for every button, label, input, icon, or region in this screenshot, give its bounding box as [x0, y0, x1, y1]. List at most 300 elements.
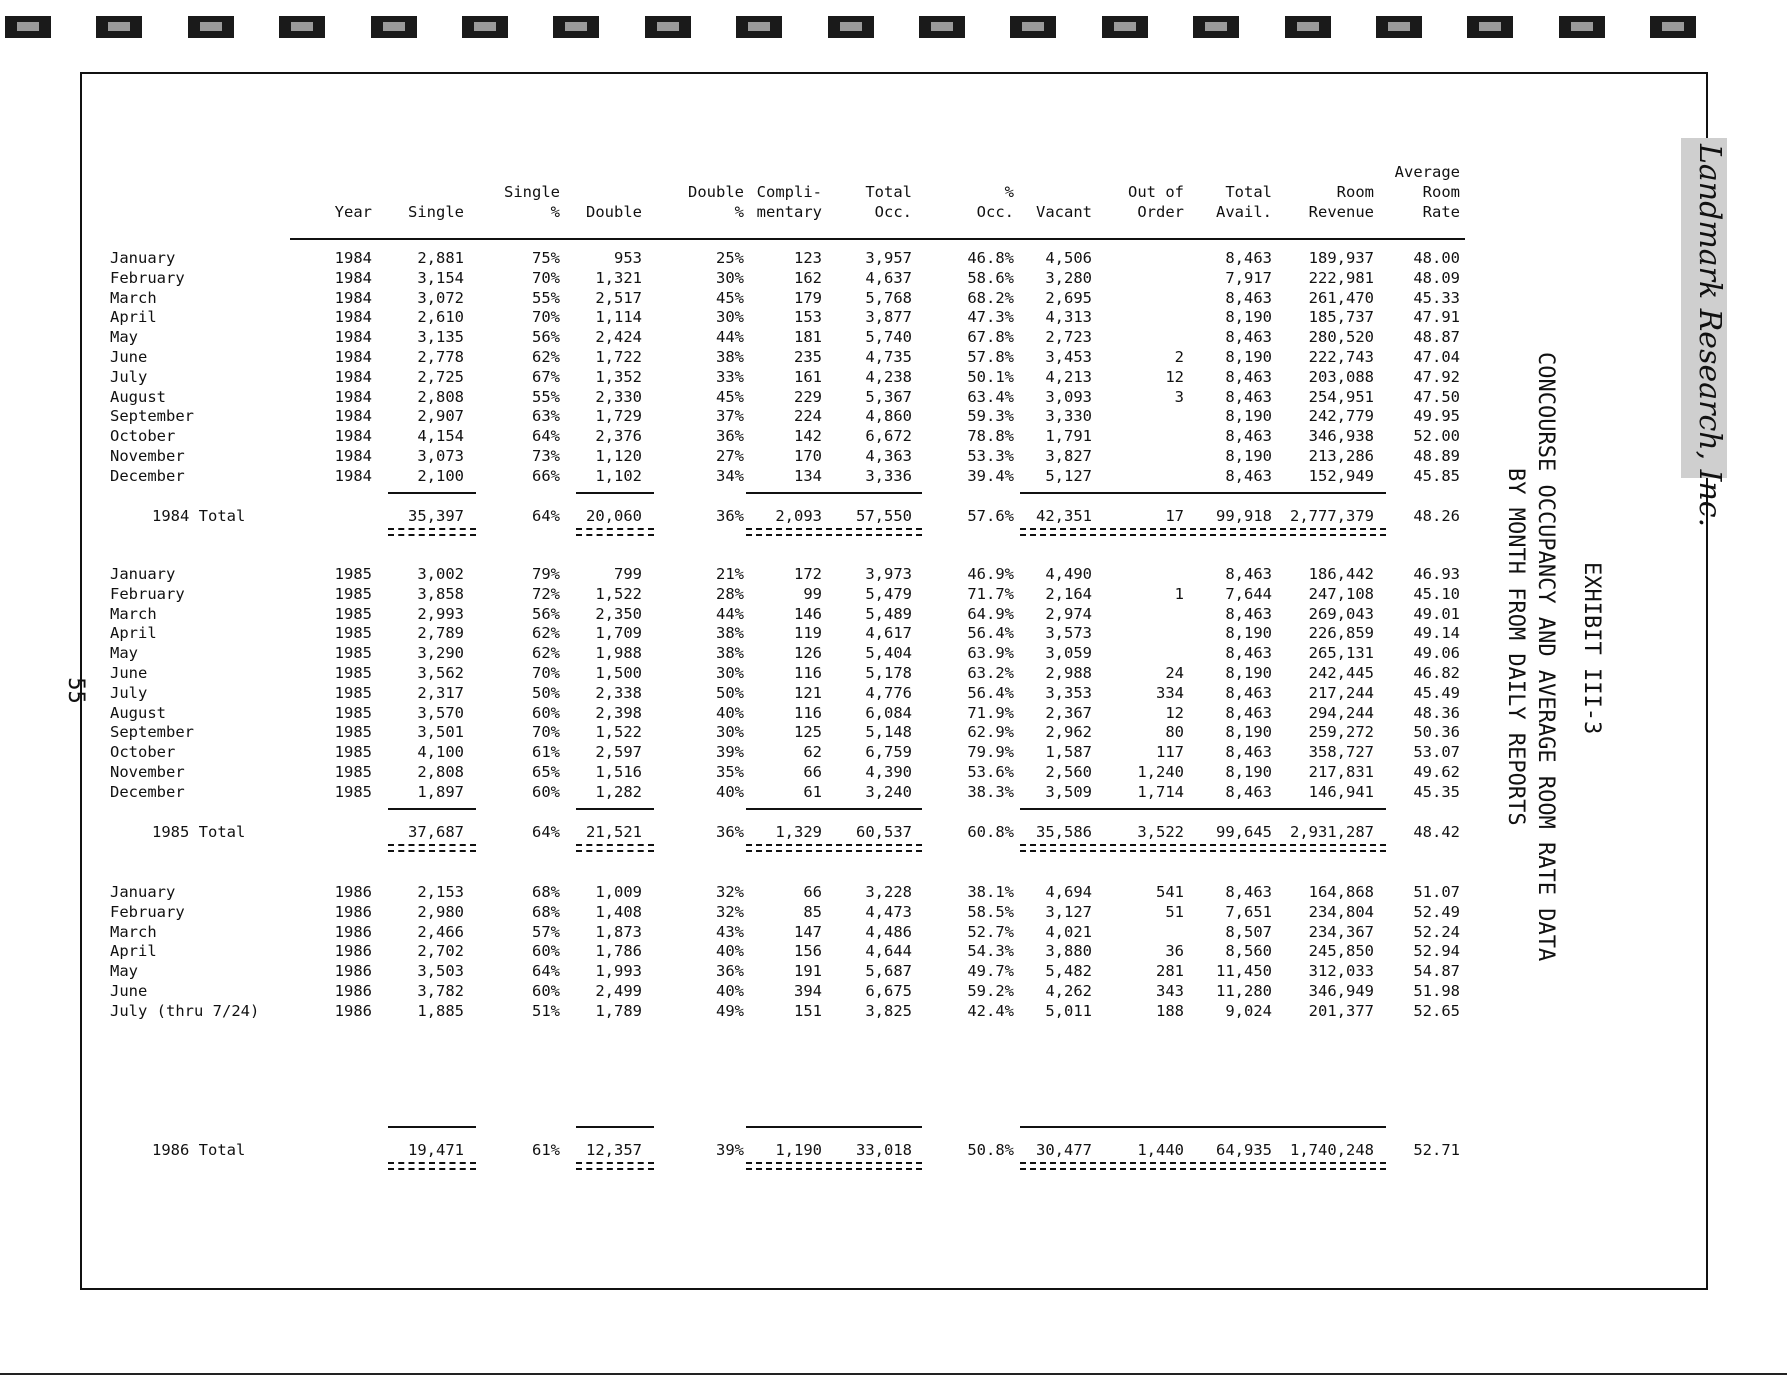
table-cell: 8,560	[1225, 942, 1272, 961]
table-cell: 4,262	[1045, 982, 1092, 1000]
table-cell: 1985	[334, 644, 372, 663]
table-cell: 188	[1156, 1001, 1184, 1020]
table-cell: 57.8%	[967, 348, 1014, 366]
table-cell: 5,178	[865, 664, 912, 682]
row-month: May	[110, 328, 138, 347]
table-cell: 56.4%	[967, 624, 1014, 643]
table-cell: 2,398	[595, 703, 642, 722]
table-cell: 4,213	[1045, 367, 1092, 386]
table-cell: 2,789	[417, 624, 464, 643]
table-cell: 57%	[532, 922, 560, 941]
table-cell: 2,350	[595, 604, 642, 623]
total-cell: 36%	[716, 507, 744, 525]
table-cell: 46.82	[1413, 664, 1460, 682]
table-cell: 45.85	[1413, 466, 1460, 485]
total-cell: 57.6%	[967, 507, 1014, 525]
table-cell: 4,617	[865, 624, 912, 643]
total-cell: 60.8%	[967, 823, 1014, 841]
table-cell: 3,562	[417, 664, 464, 682]
table-cell: 4,238	[865, 367, 912, 386]
table-cell: 3,782	[417, 982, 464, 1000]
subtotal-rule	[388, 1126, 476, 1128]
row-month: January	[110, 565, 176, 583]
table-cell: 8,463	[1225, 644, 1272, 663]
table-cell: 185,737	[1308, 308, 1374, 327]
table-cell: 64.9%	[967, 604, 1014, 623]
table-cell: 3,072	[417, 288, 464, 307]
table-cell: 1,321	[595, 268, 642, 287]
table-cell: 3,336	[865, 466, 912, 485]
row-month: December	[110, 466, 185, 485]
table-cell: 75%	[532, 249, 560, 267]
subtotal-rule	[1020, 492, 1386, 494]
table-cell: 217,831	[1308, 763, 1374, 781]
total-cell: 21,521	[586, 823, 642, 841]
table-cell: 38.1%	[967, 883, 1014, 901]
table-cell: 66	[803, 883, 822, 901]
table-cell: 3,240	[865, 782, 912, 801]
table-cell: 1985	[334, 683, 372, 702]
table-cell: 121	[794, 683, 822, 702]
table-cell: 2,725	[417, 367, 464, 386]
total-cell: 48.42	[1413, 823, 1460, 841]
row-month: June	[110, 982, 148, 1000]
table-cell: 52.7%	[967, 922, 1014, 941]
table-cell: 1986	[334, 942, 372, 961]
table-cell: 58.6%	[967, 268, 1014, 287]
table-cell: 2,376	[595, 427, 642, 446]
table-cell: 62.9%	[967, 723, 1014, 742]
total-cell: 3,522	[1137, 823, 1184, 841]
table-cell: 226,859	[1308, 624, 1374, 643]
header-total-occ: Total	[865, 183, 912, 201]
row-month: March	[110, 288, 157, 307]
table-cell: 3,093	[1045, 387, 1092, 406]
table-cell: 60%	[532, 942, 560, 961]
table-cell: 3,503	[417, 962, 464, 981]
table-cell: 4,390	[865, 763, 912, 781]
table-cell: 1986	[334, 922, 372, 941]
table-cell: 1986	[334, 962, 372, 981]
total-cell: 35,586	[1036, 823, 1092, 841]
row-month: March	[110, 604, 157, 623]
table-cell: 4,490	[1045, 565, 1092, 583]
table-cell: 48.87	[1413, 328, 1460, 347]
header-total-avail: Avail.	[1216, 203, 1272, 221]
table-cell: 79.9%	[967, 743, 1014, 762]
table-cell: 8,463	[1225, 565, 1272, 583]
table-cell: 1,988	[595, 644, 642, 663]
document-title: CONCOURSE OCCUPANCY AND AVERAGE ROOM RATE DATA	[1533, 352, 1558, 962]
table-cell: 53.6%	[967, 763, 1014, 781]
table-cell: 47.91	[1413, 308, 1460, 327]
table-cell: 58.5%	[967, 902, 1014, 921]
table-cell: 1985	[334, 604, 372, 623]
table-cell: 50%	[532, 683, 560, 702]
table-cell: 3,228	[865, 883, 912, 901]
table-cell: 229	[794, 387, 822, 406]
table-cell: 4,644	[865, 942, 912, 961]
table-cell: 147	[794, 922, 822, 941]
table-cell: 3,002	[417, 565, 464, 583]
table-cell: 5,740	[865, 328, 912, 347]
table-cell: 3,825	[865, 1001, 912, 1020]
table-cell: 24	[1165, 664, 1184, 682]
table-cell: 1984	[334, 348, 372, 366]
table-cell: 56%	[532, 328, 560, 347]
table-cell: 33%	[716, 367, 744, 386]
table-cell: 4,486	[865, 922, 912, 941]
total-cell: 37,687	[408, 823, 464, 841]
table-cell: 25%	[716, 249, 744, 267]
table-cell: 8,463	[1225, 427, 1272, 446]
binding-hole	[188, 16, 234, 38]
table-cell: 2,560	[1045, 763, 1092, 781]
table-cell: 8,190	[1225, 308, 1272, 327]
table-cell: 12	[1165, 367, 1184, 386]
table-cell: 5,367	[865, 387, 912, 406]
binding-hole	[1010, 16, 1056, 38]
row-month: May	[110, 962, 138, 981]
header-total-avail: Total	[1225, 183, 1272, 201]
table-cell: 2,778	[417, 348, 464, 366]
table-cell: 245,850	[1308, 942, 1374, 961]
table-cell: 4,776	[865, 683, 912, 702]
table-cell: 116	[794, 703, 822, 722]
table-cell: 1,009	[595, 883, 642, 901]
table-cell: 2,907	[417, 407, 464, 426]
table-cell: 61%	[532, 743, 560, 762]
table-cell: 49.7%	[967, 962, 1014, 981]
table-cell: 51%	[532, 1001, 560, 1020]
table-cell: 78.8%	[967, 427, 1014, 446]
table-cell: 59.2%	[967, 982, 1014, 1000]
total-double-rule	[746, 844, 922, 852]
total-double-rule	[388, 528, 476, 536]
table-cell: 50.36	[1413, 723, 1460, 742]
table-cell: 51	[1165, 902, 1184, 921]
total-double-rule	[1020, 528, 1386, 536]
total-cell: 20,060	[586, 507, 642, 525]
table-cell: 11,450	[1216, 962, 1272, 981]
table-cell: 4,100	[417, 743, 464, 762]
table-cell: 40%	[716, 782, 744, 801]
table-cell: 49.62	[1413, 763, 1460, 781]
total-double-rule	[576, 844, 654, 852]
total-double-rule	[576, 1162, 654, 1170]
table-cell: 46.8%	[967, 249, 1014, 267]
table-cell: 953	[614, 249, 642, 267]
table-cell: 5,687	[865, 962, 912, 981]
total-cell: 36%	[716, 823, 744, 841]
table-cell: 61	[803, 782, 822, 801]
table-cell: 1,993	[595, 962, 642, 981]
table-cell: 2,988	[1045, 664, 1092, 682]
table-cell: 1,522	[595, 723, 642, 742]
total-cell: 57,550	[856, 507, 912, 525]
row-month: July	[110, 367, 148, 386]
table-cell: 1984	[334, 407, 372, 426]
table-cell: 116	[794, 664, 822, 682]
table-cell: 2,100	[417, 466, 464, 485]
table-cell: 63.4%	[967, 387, 1014, 406]
table-cell: 44%	[716, 604, 744, 623]
table-cell: 3,570	[417, 703, 464, 722]
table-cell: 68.2%	[967, 288, 1014, 307]
table-cell: 4,313	[1045, 308, 1092, 327]
table-cell: 161	[794, 367, 822, 386]
table-cell: 2,517	[595, 288, 642, 307]
table-cell: 3,957	[865, 249, 912, 267]
table-cell: 234,804	[1308, 902, 1374, 921]
table-cell: 8,463	[1225, 288, 1272, 307]
table-cell: 38.3%	[967, 782, 1014, 801]
table-cell: 62	[803, 743, 822, 762]
total-cell: 2,093	[775, 507, 822, 525]
table-cell: 36%	[716, 962, 744, 981]
table-cell: 2,597	[595, 743, 642, 762]
table-cell: 8,463	[1225, 466, 1272, 485]
table-cell: 119	[794, 624, 822, 643]
total-cell: 64%	[532, 823, 560, 841]
binding-hole	[462, 16, 508, 38]
header-year: Year	[334, 203, 372, 221]
table-cell: 52.00	[1413, 427, 1460, 446]
table-cell: 242,445	[1308, 664, 1374, 682]
table-cell: 265,131	[1308, 644, 1374, 663]
table-cell: 36	[1165, 942, 1184, 961]
table-cell: 117	[1156, 743, 1184, 762]
table-cell: 52.49	[1413, 902, 1460, 921]
table-cell: 152,949	[1308, 466, 1374, 485]
table-cell: 8,190	[1225, 723, 1272, 742]
table-cell: 60%	[532, 703, 560, 722]
binding-hole	[645, 16, 691, 38]
table-cell: 1,709	[595, 624, 642, 643]
table-cell: 47.04	[1413, 348, 1460, 366]
table-cell: 64%	[532, 427, 560, 446]
table-cell: 8,463	[1225, 683, 1272, 702]
table-cell: 280,520	[1308, 328, 1374, 347]
header-single-pct: %	[550, 203, 560, 221]
table-cell: 63.9%	[967, 644, 1014, 663]
table-cell: 3,509	[1045, 782, 1092, 801]
table-cell: 39%	[716, 743, 744, 762]
table-cell: 1986	[334, 902, 372, 921]
table-cell: 3,501	[417, 723, 464, 742]
header-single: Single	[408, 203, 464, 221]
row-month: November	[110, 447, 185, 465]
table-cell: 4,694	[1045, 883, 1092, 901]
table-cell: 2,808	[417, 387, 464, 406]
table-cell: 35%	[716, 763, 744, 781]
table-cell: 5,479	[865, 584, 912, 603]
subtotal-rule	[388, 808, 476, 810]
table-cell: 1,587	[1045, 743, 1092, 762]
table-cell: 62%	[532, 644, 560, 663]
table-cell: 66%	[532, 466, 560, 485]
table-cell: 203,088	[1308, 367, 1374, 386]
table-cell: 48.00	[1413, 249, 1460, 267]
table-cell: 7,644	[1225, 584, 1272, 603]
table-cell: 1,500	[595, 664, 642, 682]
row-month: February	[110, 584, 185, 603]
table-cell: 334	[1156, 683, 1184, 702]
table-cell: 213,286	[1308, 447, 1374, 465]
table-cell: 2,367	[1045, 703, 1092, 722]
table-cell: 38%	[716, 644, 744, 663]
header-room-revenue: Revenue	[1308, 203, 1374, 221]
table-cell: 5,489	[865, 604, 912, 623]
table-cell: 5,148	[865, 723, 912, 742]
table-cell: 3,290	[417, 644, 464, 663]
table-cell: 28%	[716, 584, 744, 603]
row-month: September	[110, 723, 194, 742]
table-cell: 1,282	[595, 782, 642, 801]
table-cell: 1,786	[595, 942, 642, 961]
table-cell: 123	[794, 249, 822, 267]
table-cell: 40%	[716, 942, 744, 961]
table-cell: 37%	[716, 407, 744, 426]
table-cell: 3,880	[1045, 942, 1092, 961]
table-cell: 1986	[334, 982, 372, 1000]
header-total-occ: Occ.	[874, 203, 912, 221]
table-cell: 4,021	[1045, 922, 1092, 941]
table-cell: 6,675	[865, 982, 912, 1000]
table-cell: 72%	[532, 584, 560, 603]
subtotal-rule	[576, 808, 654, 810]
table-cell: 70%	[532, 308, 560, 327]
table-cell: 1984	[334, 288, 372, 307]
table-cell: 45%	[716, 288, 744, 307]
row-month: May	[110, 644, 138, 663]
table-cell: 153	[794, 308, 822, 327]
table-cell: 73%	[532, 447, 560, 465]
table-cell: 1984	[334, 328, 372, 347]
table-cell: 40%	[716, 982, 744, 1000]
header-double-pct: %	[734, 203, 744, 221]
row-month: February	[110, 268, 185, 287]
subtotal-rule	[1020, 1126, 1386, 1128]
table-cell: 1984	[334, 249, 372, 267]
table-cell: 3,330	[1045, 407, 1092, 426]
table-cell: 294,244	[1308, 703, 1374, 722]
table-cell: 45.10	[1413, 584, 1460, 603]
table-cell: 1985	[334, 664, 372, 682]
company-logo	[1681, 138, 1727, 528]
total-cell: 64%	[532, 507, 560, 525]
table-cell: 40%	[716, 703, 744, 722]
row-month: October	[110, 743, 176, 762]
table-cell: 30%	[716, 308, 744, 327]
table-cell: 50.1%	[967, 367, 1014, 386]
total-double-rule	[388, 844, 476, 852]
binding-hole	[1467, 16, 1513, 38]
total-cell: 35,397	[408, 507, 464, 525]
total-cell: 61%	[532, 1141, 560, 1159]
table-cell: 45.35	[1413, 782, 1460, 801]
table-cell: 222,981	[1308, 268, 1374, 287]
table-cell: 6,759	[865, 743, 912, 762]
total-cell: 2,777,379	[1290, 507, 1374, 525]
table-cell: 8,463	[1225, 883, 1272, 901]
table-cell: 1,714	[1137, 782, 1184, 801]
total-cell: 30,477	[1036, 1141, 1092, 1159]
total-cell: 19,471	[408, 1141, 464, 1159]
binding-hole	[1376, 16, 1422, 38]
table-cell: 164,868	[1308, 883, 1374, 901]
table-cell: 70%	[532, 664, 560, 682]
header-avg-rate: Rate	[1422, 203, 1460, 221]
header-pct-occ: %	[1004, 183, 1014, 201]
header-single-pct: Single	[504, 183, 560, 201]
table-cell: 2,153	[417, 883, 464, 901]
table-cell: 5,127	[1045, 466, 1092, 485]
total-cell: 1,440	[1137, 1141, 1184, 1159]
binding-hole	[553, 16, 599, 38]
table-cell: 1984	[334, 387, 372, 406]
header-avg-rate: Room	[1422, 183, 1460, 201]
table-cell: 49.01	[1413, 604, 1460, 623]
table-cell: 125	[794, 723, 822, 742]
table-cell: 8,190	[1225, 624, 1272, 643]
table-cell: 1985	[334, 743, 372, 762]
row-month: March	[110, 922, 157, 941]
table-cell: 27%	[716, 447, 744, 465]
table-cell: 3,073	[417, 447, 464, 465]
table-cell: 56.4%	[967, 683, 1014, 702]
table-cell: 2,338	[595, 683, 642, 702]
table-cell: 52.65	[1413, 1001, 1460, 1020]
header-vacant: Vacant	[1036, 203, 1092, 221]
table-cell: 38%	[716, 348, 744, 366]
table-cell: 151	[794, 1001, 822, 1020]
binding-hole	[919, 16, 965, 38]
table-cell: 2,993	[417, 604, 464, 623]
table-cell: 60%	[532, 982, 560, 1000]
table-cell: 235	[794, 348, 822, 366]
binding-hole	[5, 16, 51, 38]
binding-hole	[371, 16, 417, 38]
table-cell: 1,114	[595, 308, 642, 327]
table-cell: 2,962	[1045, 723, 1092, 742]
table-cell: 346,949	[1308, 982, 1374, 1000]
table-cell: 2,330	[595, 387, 642, 406]
binding-holes	[0, 16, 1787, 40]
section-total-label: 1986 Total	[152, 1141, 246, 1159]
table-cell: 62%	[532, 348, 560, 366]
table-cell: 2,723	[1045, 328, 1092, 347]
table-cell: 156	[794, 942, 822, 961]
total-cell: 1,190	[775, 1141, 822, 1159]
table-cell: 8,190	[1225, 407, 1272, 426]
table-cell: 71.9%	[967, 703, 1014, 722]
table-cell: 1985	[334, 763, 372, 781]
table-cell: 146	[794, 604, 822, 623]
row-month: June	[110, 348, 148, 366]
table-cell: 12	[1165, 703, 1184, 722]
total-double-rule	[1020, 844, 1386, 852]
table-cell: 45.49	[1413, 683, 1460, 702]
table-cell: 142	[794, 427, 822, 446]
table-cell: 343	[1156, 982, 1184, 1000]
subtotal-rule	[1020, 808, 1386, 810]
row-month: February	[110, 902, 185, 921]
table-cell: 45.33	[1413, 288, 1460, 307]
table-cell: 8,507	[1225, 922, 1272, 941]
logo-text: Landmark Research, Inc.	[1692, 144, 1727, 528]
binding-hole	[96, 16, 142, 38]
